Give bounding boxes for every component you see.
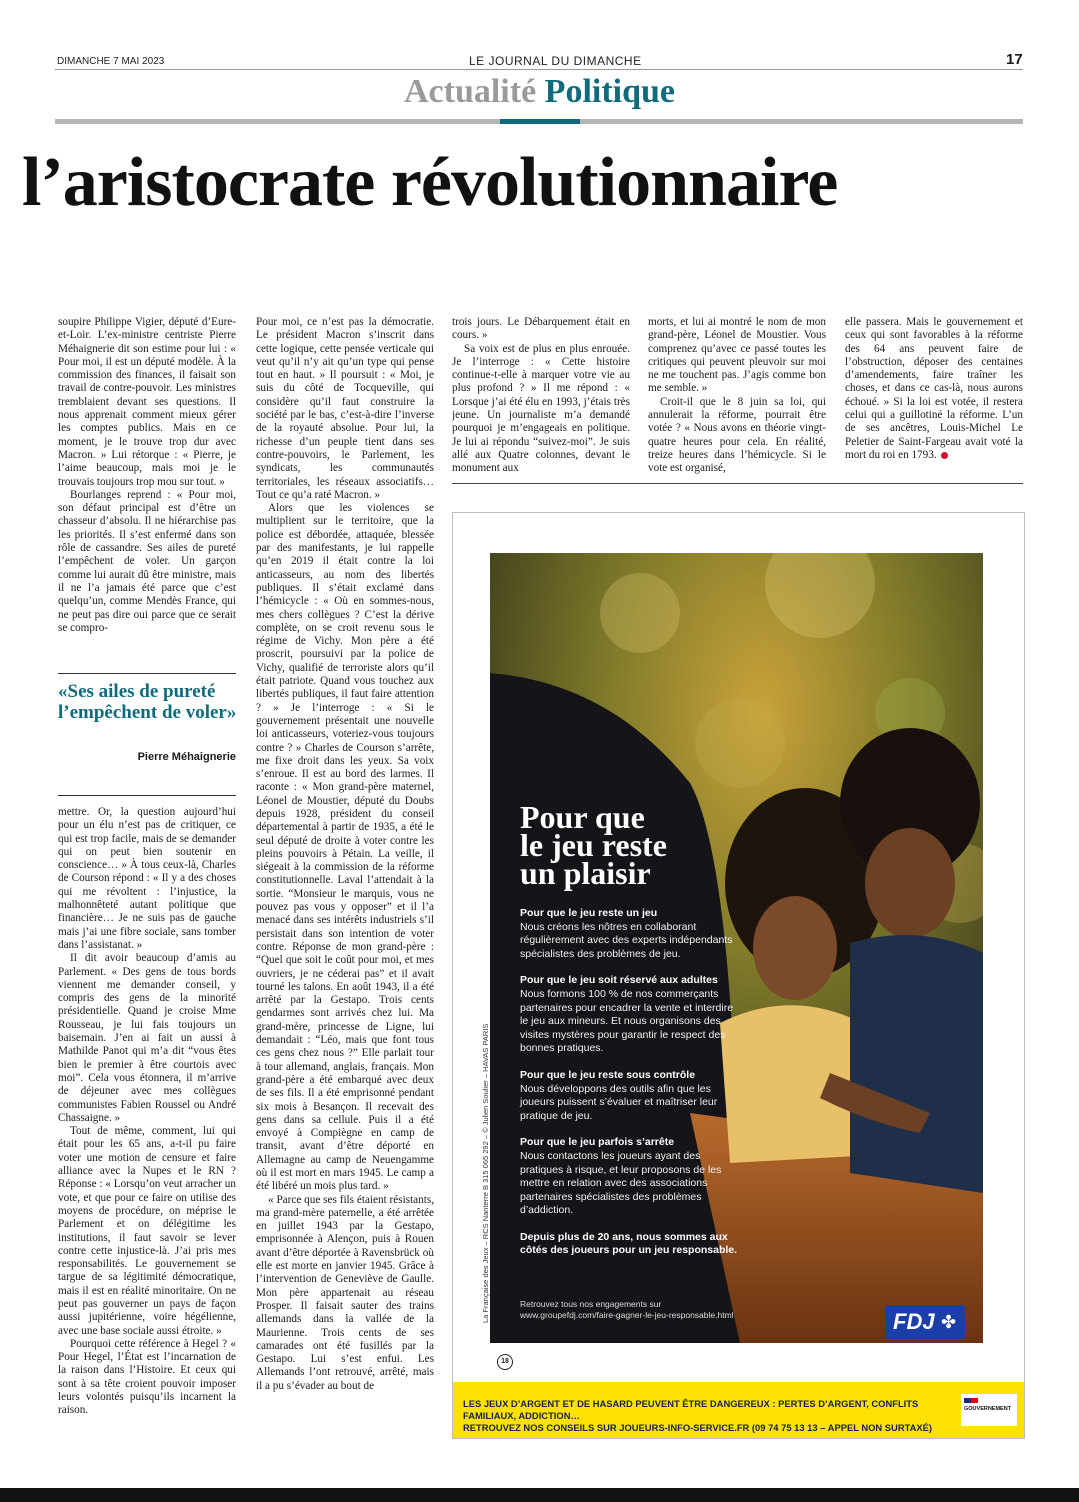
paragraph: Tout de même, comment, lui qui était pour les 65 ans, a-t-il pu faire voter une motion de censure et faire alliance avec la Nupes et le RN ? Réponse : « Lorsqu’on veut arracher un vote, et que pour ce faire on utilise des moyens de procédure, on méprise le Parlement et on délégitime les institutions, il faut savoir se lever contre cette injustice-là. J’ai pris mes responsabilités. Le gouvernement se targue de sa légitimité démocratique, mais il est en réalité minoritaire. On ne peut pas gouverner un pays de façon aussi jupitérienne, voire hégélienne, avec une base sociale aussi étroite. » bbox=[58, 1125, 236, 1337]
article-column-4 bbox=[648, 316, 826, 476]
ad-url[interactable]: www.groupefdj.com/faire-gagner-le-jeu-responsable.html bbox=[520, 1310, 734, 1320]
headline: l’aristocrate révolutionnaire bbox=[22, 144, 838, 221]
ad-photo bbox=[490, 553, 983, 1343]
journal-name: LE JOURNAL DU DIMANCHE bbox=[469, 54, 642, 68]
warning-line: LES JEUX D’ARGENT ET DE HASARD PEUVENT ÊTRE DANGEREUX : PERTES D’ARGENT, CONFLITS FAMILIAUX, ADDICTION… bbox=[463, 1398, 919, 1421]
ad-title-line: le jeu reste bbox=[520, 827, 667, 863]
ad-title-line: un plaisir bbox=[520, 855, 651, 891]
ad-block-text: Nous contactons les joueurs ayant des pratiques à risque, et leur proposons de les mettre en relation avec des associations partenaires spécialistes des problèmes d’addiction. bbox=[520, 1149, 722, 1217]
quote-bottom-rule bbox=[58, 795, 236, 796]
article-column-3 bbox=[452, 316, 630, 476]
article-column-1-bottom bbox=[58, 806, 236, 1431]
ad-block-text: Nous créons les nôtres en collaborant régulièrement avec des experts indépendants spécialistes des problèmes de jeu. bbox=[520, 920, 733, 960]
header-rule bbox=[55, 69, 1023, 70]
paragraph: Pourquoi cette référence à Hegel ? « Pour Hegel, l’État est l’incarnation de la raison dans l’Histoire. Et ceux qui sont à sa tête croient pouvoir imposer leurs volontés puisqu’ils incarnent la raison. bbox=[58, 1337, 236, 1417]
warning-banner bbox=[453, 1382, 1024, 1438]
ad-closing: Depuis plus de 20 ans, nous sommes aux côtés des joueurs pour un jeu responsable. bbox=[520, 1230, 738, 1257]
pull-quote-author: Pierre Méhaignerie bbox=[137, 751, 236, 763]
page-number: 17 bbox=[1006, 51, 1023, 68]
ad-block-heading: Pour que le jeu reste un jeu bbox=[520, 907, 658, 919]
ad-block-text: Nous développons des outils afin que les joueurs puissent s’évaluer et maîtriser leur pratique de jeu. bbox=[520, 1082, 718, 1122]
ad-block-heading: Pour que le jeu soit réservé aux adultes bbox=[520, 974, 718, 987]
paragraph: Croit-il que le 8 juin sa loi, qui annulerait la réforme, pourrait être votée ? « Nous avons en théorie vingt-quatre heures pour cela. En réalité, treize heures dans l’hémicycle. Si le vote est organisé, bbox=[648, 395, 826, 475]
paragraph: mettre. Or, la question aujourd’hui pour un élu n’est pas de critiquer, ce qui est trop facile, mais de se demander qui on peut bien soutenir en conscience… » À tous ceux-là, Charles de Courson répond : « Il y a des choses qui me révoltent : l’injustice, la malhonnêteté autant politique que financière… Je ne suis pas de gauche mais j’ai une fibre sociale, sans tomber dans l’assistanat. » bbox=[58, 806, 236, 951]
ad-block bbox=[520, 907, 742, 961]
paragraph: Pour moi, ce n’est pas la démocratie. Le président Macron s’inscrit dans cette logique, cette pensée verticale qui veut qu’il n’y ait qu’un type qui pense tout en haut. » Il poursuit : « Moi, je suis du côté de Tocqueville, qui considère qu’il faut construire la société par le bas, c’est-à-dire l’inverse de la royauté absolue. Pour lui, la richesse d’un peuple tient dans ses contre-pouvoirs, le Parlement, les syndicats, les communautés territoriales, les réseaux associatifs… Tout ce qu’a raté Macron. » bbox=[256, 316, 434, 501]
ad-title bbox=[520, 799, 667, 891]
ad-separator-rule bbox=[452, 483, 1023, 484]
issue-date: DIMANCHE 7 MAI 2023 bbox=[57, 56, 165, 67]
paragraph: morts, et lui ai montré le nom de mon grand-père, Léonel de Moustier. Vous comprenez qu’avec ce passé toutes les critiques qui peuvent pleuvoir sur moi ne me touchent pas. J’agis comme bon me semble. » bbox=[648, 316, 826, 395]
paragraph bbox=[845, 316, 1023, 462]
paragraph: Bourlanges reprend : « Pour moi, son défaut principal est d’être un chasseur d’absolu. Il ne hiérarchise pas les priorités. Il s’est enfermé dans son rôle de cassandre. Ses ailes de pureté l’empêchent de voler. Un garçon comme lui aurait dû être ministre, mais il ne l’a jamais été parce que c’est quelqu’un, comme Mendès France, qui ne peut pas dire oui parce que ce serait se compro- bbox=[58, 488, 236, 634]
fdj-logo-text: FDJ bbox=[893, 1309, 935, 1334]
ad-url-intro: Retrouvez tous nos engagements sur bbox=[520, 1299, 662, 1309]
government-logo bbox=[961, 1394, 1017, 1426]
age-restriction-badge bbox=[497, 1354, 513, 1370]
quote-top-rule bbox=[58, 673, 236, 674]
ad-commitments bbox=[520, 907, 742, 1258]
paragraph: Alors que les violences se multiplient sur le territoire, que la police est débordée, attaquée, blessée par des manifestants, je lui rappelle qu’en 2019 il était contre la loi anticasseurs, au nom des libertés publiques. Il s’était exclamé dans l’hémicycle : « Où en sommes-nous, mes chers collègues ? C’est la dérive complète, on se croit revenu sous le régime de Vichy. Mon père a été proscrit, poursuivi par la police de Vichy, qualifié de terroriste alors qu’il était patriote. Quand vous touchez aux libertés publiques, il faut faire attention ? » Je l’interroge : « Si le gouvernement présentait une nouvelle loi anticasseurs, voteriez-vous toujours contre ? » Charles de Courson s’arrête, me fixe droit dans les yeux. Sa voix s’enroue. Il est au bord des larmes. Il raconte : « Mon grand-père maternel, Léonel de Moustier, député du Doubs depuis 1928, président du conseil départemental à partir de 1935, a été le seul député de droite à voter contre les pleins pouvoirs à Pétain. La veille, il siégeait à la commission de la réforme constitutionnelle. Laval l’attendait à la sortie. “Monsieur le marquis, vous ne pouvez pas vous y opposer” et il l’a menacé dans ses intérêts industriels s’il persistait dans son intention de voter contre. Réponse de mon grand-père : “Quel que soit le coût pour moi, et mes ouvriers, je ne céderai pas” et il avait tourné les talons. En août 1943, il a été arrêté par la Gestapo. Trois cents gendarmes sont arrivés chez lui. Ma grand-mère, princesse de Ligne, lui demandait : “Léo, mais que font tous ces gens chez nous ?” Elle parlait tour à tour allemand, anglais, français. Mon grand-père a été embarqué avec deux de ses fils. Il a été emprisonné pendant six mois à Besançon. Il recevait des gens dans sa cellule. Puis il a été envoyé à Compiègne en camp de transit, avant d’être déporté en Allemagne au camp de Neuengamme où il est mort en mars 1945. Le camp a été libéré un mois plus tard. » bbox=[256, 502, 434, 1193]
ad-legal-mention: La Française des Jeux – RCS Nanterre B 315 065 292 – © Julien Soulier – HAVAS PARIS bbox=[481, 1023, 490, 1323]
article-column-1-top bbox=[58, 316, 236, 661]
paragraph: Il dit avoir beaucoup d’amis au Parlement. « Des gens de tous bords viennent me demander conseil, y compris des gens de la minorité présidentielle. Quand je croise Mme Rousseau, je lui fais toujours un baisemain. J’en ai fait un aussi à Mathilde Panot qui m’a dit “vous êtes bien le premier à être courtois avec moi”. Cela vous étonnera, il m’arrive de déjeuner avec mes collègues communistes Fabien Roussel ou André Chassaigne. » bbox=[58, 952, 236, 1124]
ad-block-heading: Pour que le jeu reste sous contrôle bbox=[520, 1068, 696, 1081]
age-restriction-text: 18 bbox=[501, 1358, 509, 1365]
ad-url-note bbox=[520, 1299, 820, 1321]
page-bottom-edge bbox=[0, 1488, 1079, 1502]
ad-block bbox=[520, 1069, 742, 1123]
ad-block-heading: Pour que le jeu parfois s’arrête bbox=[520, 1136, 675, 1149]
pull-quote: «Ses ailes de pureté l’empêchent de voler» bbox=[58, 681, 237, 723]
paragraph: soupire Philippe Vigier, député d’Eure-et-Loir. L’ex-ministre centriste Pierre Méhaignerie dit son estime pour lui : « Pour moi, il est un député modèle. À la commission des finances, il faisait son travail de contre-pouvoir. Les ministres tremblaient devant ses questions. Il nous apprenait comment mieux gérer les comptes publics. Mais en ce moment, je le trouve trop dur avec Macron. » Lui rétorque : « Pierre, je l’aime beaucoup, mais moi je le trouvais toujours trop mou sur tout. » bbox=[58, 316, 236, 488]
ad-block-text: Nous formons 100 % de nos commerçants partenaires pour encadrer la vente et interdire le jeu aux mineurs. Et nous organisons des visites mystères pour garantir le respect des bonnes pratiques. bbox=[520, 987, 734, 1055]
paragraph: trois jours. Le Débarquement était en cours. » bbox=[452, 316, 630, 342]
warning-line: RETROUVEZ NOS CONSEILS SUR JOUEURS-INFO-SERVICE.FR (09 74 75 13 13 – APPEL NON SURTAXÉ) bbox=[463, 1422, 933, 1433]
clover-icon: ✤ bbox=[941, 1312, 957, 1333]
end-mark-dot bbox=[941, 452, 948, 459]
flag-red bbox=[971, 1398, 978, 1403]
advertisement bbox=[452, 512, 1025, 1439]
ad-block bbox=[520, 974, 742, 1056]
section-rubric bbox=[0, 73, 1079, 111]
paragraph: Sa voix est de plus en plus enrouée. Je l’interroge : « Cette histoire continue-t-elle à marquer votre vie au plus profond ? » Il me répond : « Lorsque j’ai été élu en 1993, j’étais très jeune. Un journaliste m’a demandé pourquoi je m’engageais en politique. Je lui ai répondu “suivez-moi”. Je suis allé aux Quatre colonnes, devant le monument aux bbox=[452, 342, 630, 475]
paragraph: « Parce que ses fils étaient résistants, ma grand-mère paternelle, a été arrêtée en juillet 1943 par la Gestapo, emprisonnée à Alençon, puis à Rouen avant d’être déportée à Ravensbrück où elle est morte en janvier 1945. Grâce à l’intervention de Geneviève de Gaulle. Mon père appartenait au réseau Prosper. Il faisait sauter des trains allemands dans la vallée de la Maurienne. Trois cents de ses camarades ont été fusillés par la Gestapo. Lui s’est enfui. Les Allemands l’ont retrouvé, arrêté, mais il a pu s’évader au bout de bbox=[256, 1193, 434, 1392]
paragraph-text: elle passera. Mais le gouvernement et ceux qui sont favorables à la réforme des 64 ans peuvent faire de l’obstruction, déposer des centaines d’amendements, faire traîner les choses, et dans ce cas-là, nous aurons échoué. » Si la loi est votée, il restera celui qui a guillotiné la réforme. L’un de ses ancêtres, Louis-Michel Le Peletier de Saint-Fargeau avait voté la mort du roi en 1793. bbox=[845, 316, 1023, 461]
government-label: GOUVERNEMENT bbox=[964, 1406, 1012, 1412]
rubric-section: Actualité bbox=[403, 73, 537, 110]
flag-blue bbox=[964, 1398, 971, 1403]
article-column-2 bbox=[256, 316, 434, 1431]
rubric-teal-bar bbox=[500, 119, 580, 124]
fdj-logo bbox=[885, 1305, 965, 1339]
article-column-5 bbox=[845, 316, 1023, 476]
warning-text bbox=[463, 1398, 963, 1434]
rubric-topic: Politique bbox=[544, 73, 676, 110]
ad-title-line: Pour que bbox=[520, 799, 645, 835]
ad-block bbox=[520, 1136, 742, 1218]
